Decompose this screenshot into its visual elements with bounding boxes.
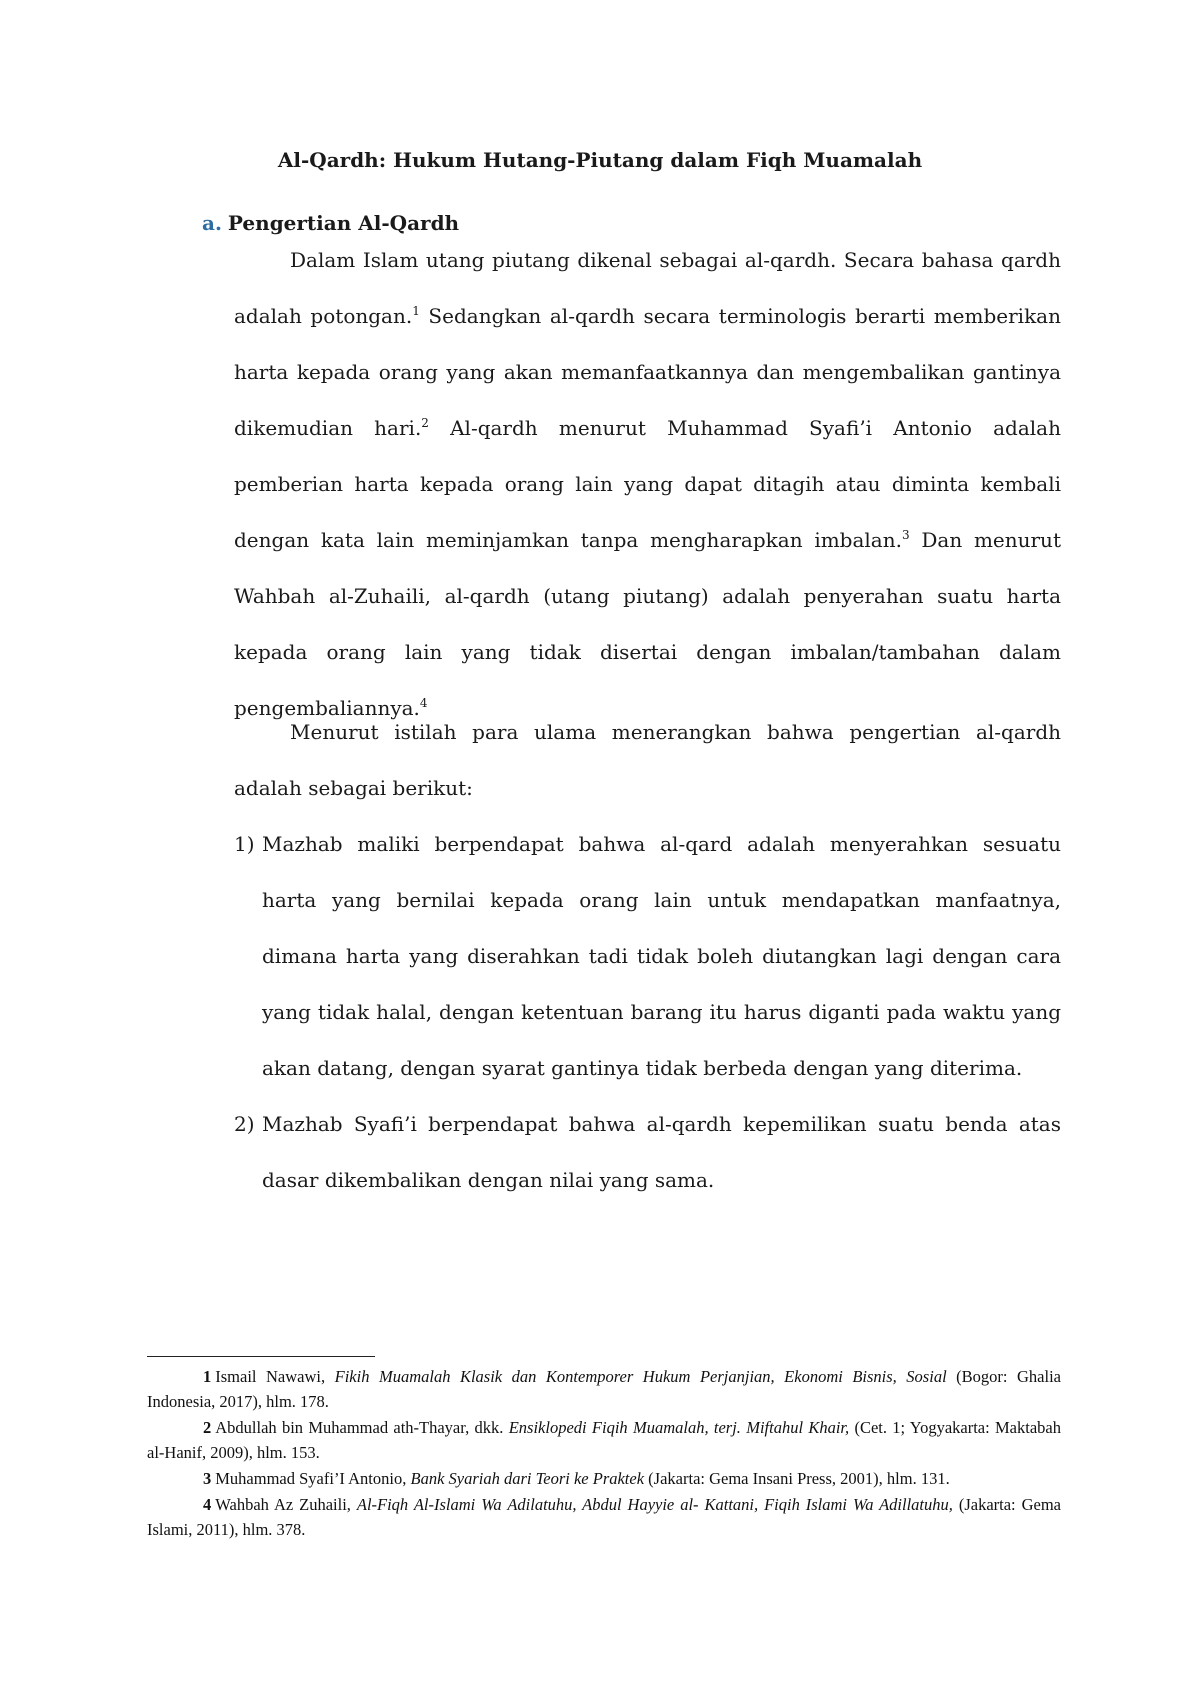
list-item (234, 816, 1061, 1096)
footnote-ref-1[interactable]: 1 (412, 304, 420, 318)
footnote (147, 1415, 1061, 1465)
footnote-title: Ensiklopedi Fiqih Muamalah, terj. Miftahul Khair, (508, 1418, 850, 1437)
footnote-number: 2 (203, 1418, 212, 1437)
footnote (147, 1466, 1061, 1491)
sentence-1: Dalam Islam utang piutang dikenal sebagai al-qardh. Secara bahasa qardh adalah potongan. (234, 248, 1061, 328)
footnote (147, 1364, 1061, 1414)
footnote-separator (147, 1356, 375, 1357)
footnote-publication: (Jakarta: Gema Insani Press, 2001), hlm. 131. (644, 1469, 950, 1488)
paragraph-terms (234, 704, 1061, 816)
footnote-number: 3 (203, 1469, 212, 1488)
footnote-number: 1 (203, 1367, 212, 1386)
footnote-title: Al-Fiqh Al-Islami Wa Adilatuhu, Abdul Hayyie al- Kattani, Fiqih Islami Wa Adillatuhu, (356, 1495, 953, 1514)
sentence-4: Dan menurut Wahbah al-Zuhaili, al-qardh (utang piutang) adalah penyerahan suatu harta kepada orang lain yang tidak disertai dengan imbalan/tambahan dalam pengembaliannya. (234, 528, 1061, 720)
list-item (234, 1096, 1061, 1208)
list-text: Mazhab maliki berpendapat bahwa al-qard adalah menyerahkan sesuatu harta yang bernilai kepada orang lain untuk mendapatkan manfaatnya, dimana harta yang diserahkan tadi tidak boleh diutangkan lagi dengan cara yang tidak halal, dengan ketentuan barang itu harus diganti pada waktu yang akan datang, dengan syarat gantinya tidak berbeda dengan yang diterima. (262, 832, 1061, 1080)
section-heading-text: Pengertian Al-Qardh (227, 211, 460, 235)
section-letter: a. (202, 211, 222, 235)
list-text: Mazhab Syafi’i berpendapat bahwa al-qardh kepemilikan suatu benda atas dasar dikembalikan dengan nilai yang sama. (262, 1112, 1061, 1192)
document-title: Al-Qardh: Hukum Hutang-Piutang dalam Fiqh Muamalah (277, 148, 923, 172)
sentence-2: Sedangkan al-qardh secara terminologis berarti memberikan harta kepada orang yang akan memanfaatkannya dan mengembalikan gantinya dikemudian hari. (234, 304, 1061, 440)
footnote-title: Fikih Muamalah Klasik dan Kontemporer Hukum Perjanjian, Ekonomi Bisnis, Sosial (334, 1367, 947, 1386)
footnote-publication: (Cet. 1; Yogyakarta: Maktabah al-Hanif, 2009), hlm. 153. (147, 1418, 1061, 1462)
footnote-ref-2[interactable]: 2 (421, 416, 429, 430)
list-number: 2) (234, 1112, 255, 1136)
footnote-ref-4[interactable]: 4 (419, 696, 428, 710)
footnote-publication: (Jakarta: Gema Islami, 2011), hlm. 378. (147, 1495, 1061, 1539)
footnote-author: Muhammad Syafi’I Antonio, (215, 1469, 411, 1488)
footnote-author: Abdullah bin Muhammad ath-Thayar, dkk. (215, 1418, 509, 1437)
footnote (147, 1492, 1061, 1542)
footnote-number: 4 (203, 1495, 212, 1514)
list-number: 1) (234, 832, 255, 856)
paragraph-definition (234, 232, 1061, 736)
paragraph-terms-text: Menurut istilah para ulama menerangkan bahwa pengertian al-qardh adalah sebagai berikut: (234, 720, 1061, 800)
footnote-author: Wahbah Az Zuhaili, (215, 1495, 357, 1514)
footnote-publication: (Bogor: Ghalia Indonesia, 2017), hlm. 178. (147, 1367, 1061, 1411)
sentence-3: Al-qardh menurut Muhammad Syafi’i Antonio adalah pemberian harta kepada orang lain yang dapat ditagih atau diminta kembali dengan kata lain meminjamkan tanpa mengharapkan imbalan. (234, 416, 1061, 552)
footnote-title: Bank Syariah dari Teori ke Praktek (410, 1469, 645, 1488)
footnote-ref-3[interactable]: 3 (901, 528, 910, 542)
footnote-author: Ismail Nawawi, (215, 1367, 335, 1386)
footnotes (147, 1364, 1061, 1543)
